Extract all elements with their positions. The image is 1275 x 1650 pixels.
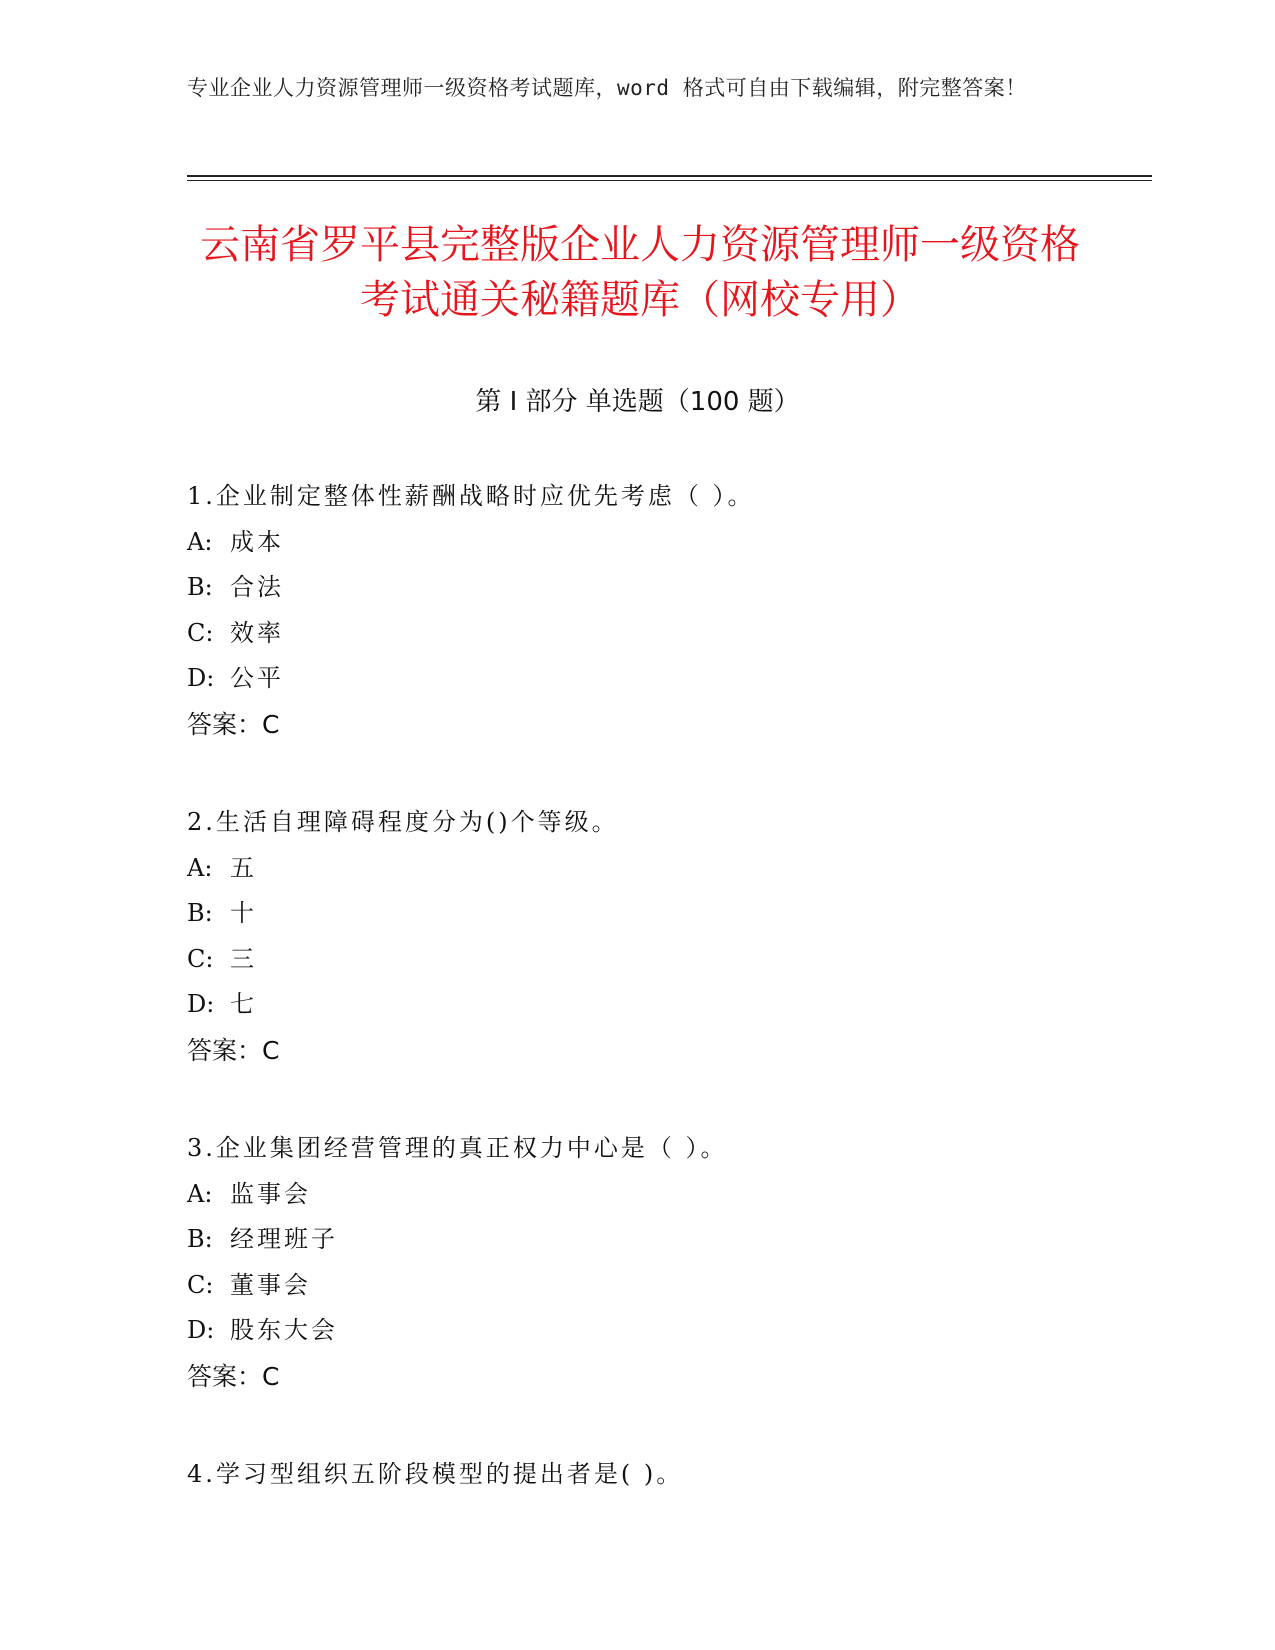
option-c [187,937,1137,983]
header-divider [187,175,1152,177]
section-heading: 第 I 部分 单选题（100 题） [475,387,800,417]
option-b [187,565,1137,611]
question-2 [187,800,1137,1073]
question-3 [187,1126,1137,1399]
option-text: 十 [230,899,257,927]
option-text: 监事会 [230,1179,311,1208]
option-d [187,982,1137,1028]
question-list [187,474,1137,1551]
header-divider-thin [187,180,1152,181]
option-text: 三 [230,944,257,973]
option-letter: C: [187,1270,214,1299]
option-letter: D: [187,1316,215,1344]
option-a [187,1172,1137,1218]
document-title: 云南省罗平县完整版企业人力资源管理师一级资格考试通关秘籍题库（网校专用） [200,222,1080,323]
option-text: 经理班子 [230,1225,338,1253]
question-stem: 3.企业集团经营管理的真正权力中心是（ ）。 [187,1134,728,1162]
option-letter: D: [187,664,215,692]
option-c [187,611,1137,657]
option-d [187,1308,1137,1354]
option-letter: B: [187,573,213,601]
option-a [187,520,1137,566]
option-letter: C: [187,944,214,973]
option-c [187,1263,1137,1309]
option-a [187,846,1137,892]
answer: 答案：C [187,709,280,739]
option-letter: A: [187,853,213,882]
question-stem: 4.学习型组织五阶段模型的提出者是( )。 [187,1460,684,1488]
option-letter: D: [187,990,215,1018]
option-b [187,1217,1137,1263]
question-stem: 2.生活自理障碍程度分为()个等级。 [187,808,619,836]
option-letter: B: [187,899,213,927]
option-letter: C: [187,618,214,647]
question-4 [187,1452,1137,1498]
question-stem: 1.企业制定整体性薪酬战略时应优先考虑（ ）。 [187,482,755,510]
question-1 [187,474,1137,747]
option-text: 公平 [230,664,284,692]
option-letter: A: [187,1179,213,1208]
option-letter: B: [187,1225,213,1253]
option-text: 五 [230,853,257,882]
answer: 答案：C [187,1035,280,1065]
header-note: 专业企业人力资源管理师一级资格考试题库，word 格式可自由下载编辑，附完整答案！ [187,76,1027,100]
option-text: 效率 [230,618,284,647]
option-text: 合法 [230,573,284,601]
option-d [187,656,1137,702]
option-text: 成本 [230,527,284,556]
option-text: 股东大会 [230,1316,338,1344]
answer: 答案：C [187,1361,280,1391]
option-b [187,891,1137,937]
option-text: 董事会 [230,1270,311,1299]
option-letter: A: [187,527,213,556]
option-text: 七 [230,990,257,1018]
